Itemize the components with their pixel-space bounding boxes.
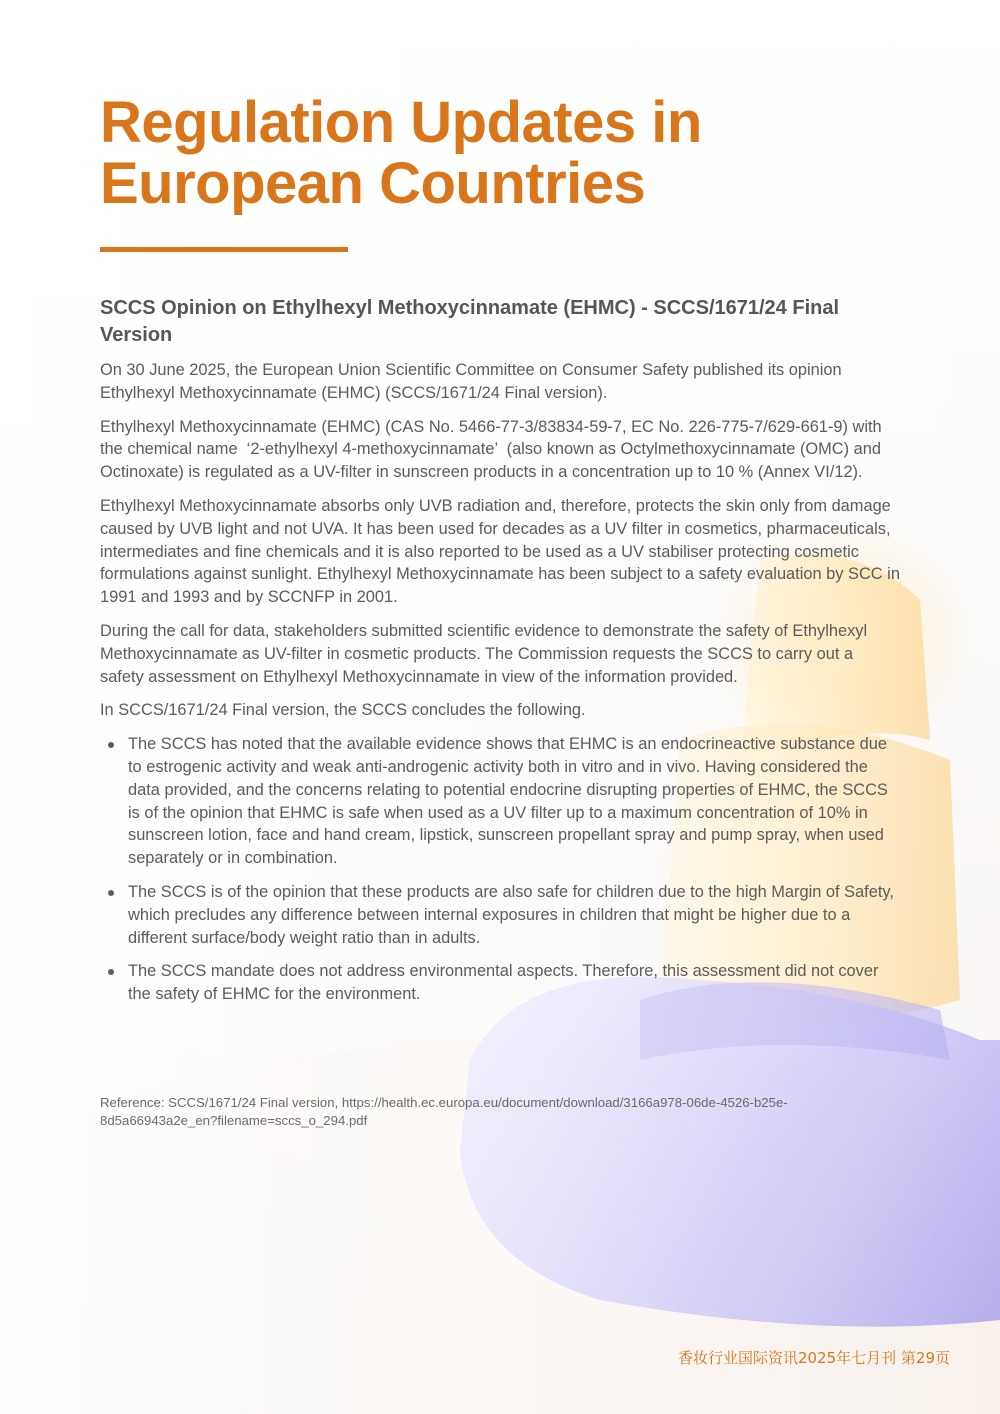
article-heading: SCCS Opinion on Ethylhexyl Methoxycinnamate (EHMC) - SCCS/1671/24 Final Version: [100, 297, 840, 346]
reference-note: Reference: SCCS/1671/24 Final version, https://health.ec.europa.eu/document/download/3166a978-06de-4526-b25e-8d5a66943a2e_en?filename=sccs_o_294.pdf: [100, 1095, 788, 1128]
article: [100, 295, 900, 1017]
article-paragraph: Ethylhexyl Methoxycinnamate (EHMC) (CAS No. 5466-77-3/83834-59-7, EC No. 226-775-7/629-661-9) with the chemical name ‘2-ethylhexyl 4-methoxycinnamate’ (also known as Octylmethoxycinnamate (OMC) and Octinoxate) is regulated as a UV-filter in sunscreen products in a concentration up to 10 % (Annex VI/12).: [100, 417, 882, 482]
list-item-text: The SCCS mandate does not address environmental aspects. Therefore, this assessment did not cover the safety of EHMC for the environment.: [128, 962, 879, 1004]
article-paragraph: In SCCS/1671/24 Final version, the SCCS concludes the following.: [100, 701, 586, 720]
list-item: [100, 733, 900, 870]
bullet-icon: [108, 890, 114, 896]
list-item-text: The SCCS has noted that the available evidence shows that EHMC is an endocrineactive substance due to estrogenic activity and weak anti-androgenic activity both in vitro and in vivo. Having considered the data provided, and the concerns relating to potential endocrine disrupting properties of EHMC, the SCCS is of the opinion that EHMC is safe when used as a UV filter up to a maximum concentration of 10% in sunscreen lotion, face and hand cream, lipstick, sunscreen propellant spray and pump spray, when used separately or in combination.: [128, 735, 888, 868]
article-paragraph: Ethylhexyl Methoxycinnamate absorbs only UVB radiation and, therefore, protects the skin only from damage caused by UVB light and not UVA. It has been used for decades as a UV filter in cosmetics, pharmaceuticals, intermediates and fine chemicals and it is also reported to be used as a UV stabiliser protecting cosmetic formulations against sunlight. Ethylhexyl Methoxycinnamate has been subject to a safety evaluation by SCC in 1991 and 1993 and by SCCNFP in 2001.: [100, 496, 900, 607]
page-title: Regulation Updates in European Countries: [100, 90, 702, 216]
list-item: [100, 960, 900, 1006]
title-underline: [100, 247, 348, 252]
list-item-text: The SCCS is of the opinion that these products are also safe for children due to the high Margin of Safety, which precludes any difference between internal exposures in children that might be higher due to a different surface/body weight ratio than in adults.: [128, 882, 894, 947]
list-item: [100, 881, 900, 949]
page-footer: 香妆行业国际资讯2025年七月刊 第29页: [677, 1349, 950, 1367]
article-paragraph: During the call for data, stakeholders submitted scientific evidence to demonstrate the safety of Ethylhexyl Methoxycinnamate as UV-filter in cosmetic products. The Commission requests the SCCS to carry out a safety assessment on Ethylhexyl Methoxycinnamate in view of the information provided.: [100, 621, 868, 686]
bullet-icon: [108, 742, 114, 748]
bullet-icon: [108, 969, 114, 975]
article-paragraph: On 30 June 2025, the European Union Scientific Committee on Consumer Safety published its opinion Ethylhexyl Methoxycinnamate (EHMC) (SCCS/1671/24 Final version).: [100, 361, 842, 402]
conclusion-list: [100, 733, 900, 1006]
